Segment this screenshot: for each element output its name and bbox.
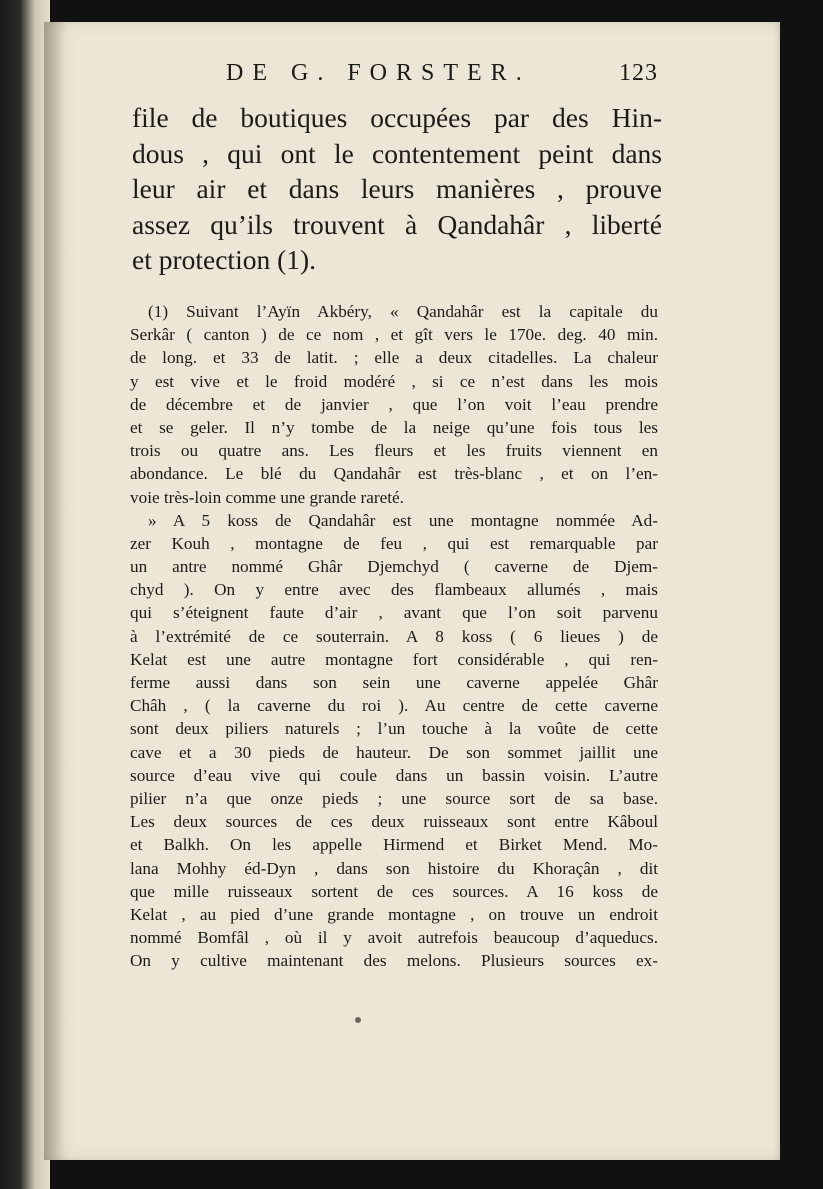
footnote-line: On y cultive maintenant des melons. Plusieurs sources ex- [130,951,658,971]
main-text-line: leur air et dans leurs manières , prouve [132,173,662,204]
footnote-line: trois ou quatre ans. Les fleurs et les fruits viennent en [130,441,658,461]
footnote-line: de décembre et de janvier , que l’on voit l’eau prendre [130,394,658,414]
footnote-line: pilier n’a que onze pieds ; une source sort de sa base. [130,788,658,808]
footnote-line: » A 5 koss de Qandahâr est une montagne nommée Ad- [148,510,658,530]
footnote-line: voie très-loin comme une grande rareté. [130,487,404,507]
main-text-line: et protection (1). [132,244,317,275]
page-gutter-shadow [44,22,66,1160]
footnote-line: y est vive et le froid modéré , si ce n’est dans les mois [130,371,658,391]
footnote-line: chyd ). On y entre avec des flambeaux allumés , mais [130,580,658,600]
footnote-line: un antre nommé Ghâr Djemchyd ( caverne de Djem- [130,557,658,577]
footnote-line: ferme aussi dans son sein une caverne appelée Ghâr [130,673,658,692]
footnote-line: Kelat , au pied d’une grande montagne , on trouve un endroit [130,904,658,924]
main-text-line: assez qu’ils trouvent à Qandahâr , liberté [132,208,662,240]
footnote-line: et Balkh. On les appelle Hirmend et Birket Mend. Mo- [130,835,658,855]
footnote-line: (1) Suivant l’Ayïn Akbéry, « Qandahâr est la capitale du [148,302,658,321]
main-text-line: dous , qui ont le contentement peint dans [132,137,662,169]
footnote-block [130,300,658,972]
page-number: 123 [619,60,658,86]
running-head-title: DE G. FORSTER. [226,60,531,86]
footnote-line: abondance. Le blé du Qandahâr est très-blanc , et on l’en- [130,464,658,484]
footnote-line: lana Mohhy éd-Dyn , dans son histoire du Khoraçân , dit [130,858,658,878]
footnote-line: et se geler. Il n’y tombe de la neige qu’une fois tous les [130,417,658,437]
footnote-line: à l’extrémité de ce souterrain. A 8 koss ( 6 lieues ) de [130,626,658,646]
footnote-line: sont deux piliers naturels ; l’un touche à la voûte de cette [130,719,658,739]
footnote-line: zer Kouh , montagne de feu , qui est remarquable par [130,533,658,553]
footnote-line: que mille ruisseaux sortent de ces sources. A 16 koss de [130,881,658,901]
ink-smudge [355,1017,361,1023]
footnote-line: qui s’éteignent faute d’air , avant que l’on soit parvenu [130,603,658,623]
footnote-line: Châh , ( la caverne du roi ). Au centre de cette caverne [130,696,658,716]
footnote-line: nommé Bomfâl , où il y avoit autrefois beaucoup d’aqueducs. [130,928,658,948]
footnote-line: Serkâr ( canton ) de ce nom , et gît vers le 170e. deg. 40 min. [130,325,658,345]
footnote-line: source d’eau vive qui coule dans un bassin voisin. L’autre [130,765,658,785]
footnote-line: cave et a 30 pieds de hauteur. De son sommet jaillit une [130,742,658,762]
main-text-line: file de boutiques occupées par des Hin- [132,102,662,133]
running-head [226,60,658,96]
footnote-line: de long. et 33 de latit. ; elle a deux citadelles. La chaleur [130,348,658,368]
book-left-edge [0,0,50,1189]
main-text-block [132,100,662,278]
footnote-line: Les deux sources de ces deux ruisseaux sont entre Kâboul [130,812,658,832]
footnote-line: Kelat est une autre montagne fort considérable , qui ren- [130,649,658,669]
